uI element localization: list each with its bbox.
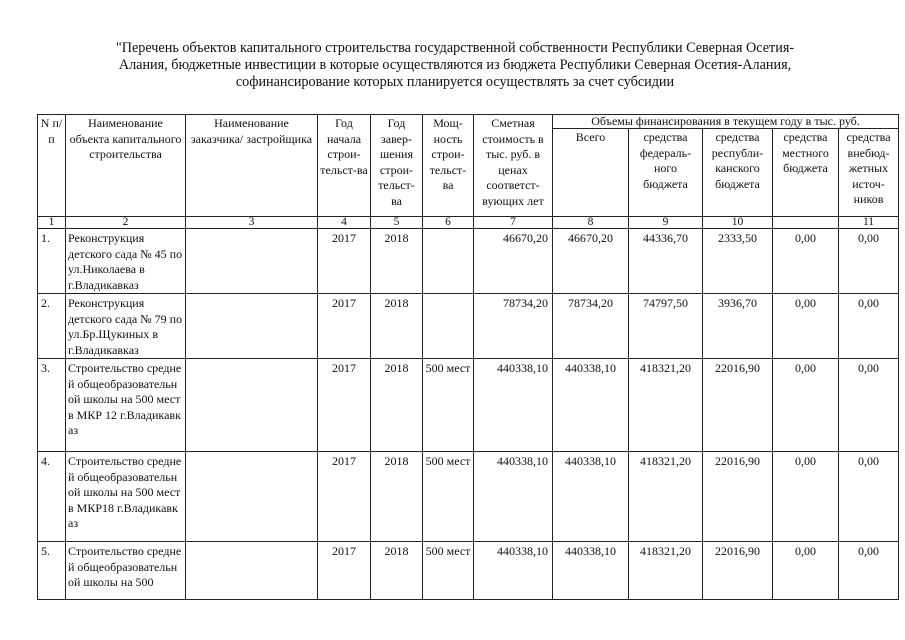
federal-cell: 418321,20 <box>629 542 703 600</box>
column-number: 7 <box>474 217 553 229</box>
republic-cell: 2333,50 <box>703 229 773 294</box>
row-number: 3. <box>38 359 66 452</box>
column-number: 2 <box>66 217 186 229</box>
total-cell: 440338,10 <box>553 452 629 542</box>
republic-cell: 22016,90 <box>703 542 773 600</box>
end-year-cell: 2018 <box>371 294 423 359</box>
republic-cell: 22016,90 <box>703 452 773 542</box>
column-number: 10 <box>703 217 773 229</box>
header-federal: средства федераль-ного бюджета <box>629 129 703 217</box>
column-numbers-row <box>38 217 899 229</box>
header-local: средства местного бюджета <box>773 129 839 217</box>
column-number: 11 <box>839 217 899 229</box>
object-name: Реконструкция детского сада № 45 по ул.Николаева в г.Владикавказ <box>66 229 186 294</box>
capacity-cell: 500 мест <box>423 452 474 542</box>
header-end-year: Год завер-шения строи-тельст-ва <box>371 115 423 217</box>
header-row <box>38 115 899 129</box>
header-num: N п/п <box>38 115 66 217</box>
capacity-cell <box>423 294 474 359</box>
cost-cell: 78734,20 <box>474 294 553 359</box>
republic-cell: 22016,90 <box>703 359 773 452</box>
column-number: 9 <box>629 217 703 229</box>
objects-table <box>37 114 899 600</box>
table-row <box>38 452 899 542</box>
column-number: 1 <box>38 217 66 229</box>
start-year-cell: 2017 <box>318 542 371 600</box>
table-row <box>38 294 899 359</box>
header-cost: Сметная стоимость в тыс. руб. в ценах соответст-вующих лет <box>474 115 553 217</box>
header-object: Наименование объекта капитального строительства <box>66 115 186 217</box>
row-number: 2. <box>38 294 66 359</box>
local-cell: 0,00 <box>773 452 839 542</box>
table-row <box>38 542 899 600</box>
extra-cell: 0,00 <box>839 229 899 294</box>
federal-cell: 418321,20 <box>629 452 703 542</box>
title-line-2: Алания, бюджетные инвестиции в которые осуществляются из бюджета Республики Северная Осетия-Алания, <box>118 57 792 73</box>
total-cell: 46670,20 <box>553 229 629 294</box>
customer-cell <box>186 452 318 542</box>
cost-cell: 440338,10 <box>474 452 553 542</box>
object-name: Реконструкция детского сада № 79 по ул.Бр.Щукиных в г.Владикавказ <box>66 294 186 359</box>
header-customer: Наименование заказчика/ застройщика <box>186 115 318 217</box>
start-year-cell: 2017 <box>318 294 371 359</box>
table-row <box>38 359 899 452</box>
extra-cell: 0,00 <box>839 294 899 359</box>
column-number <box>773 217 839 229</box>
capacity-cell: 500 мест <box>423 359 474 452</box>
header-capacity: Мощ-ность строи-тельст-ва <box>423 115 474 217</box>
local-cell: 0,00 <box>773 359 839 452</box>
local-cell: 0,00 <box>773 229 839 294</box>
start-year-cell: 2017 <box>318 359 371 452</box>
extra-cell: 0,00 <box>839 359 899 452</box>
end-year-cell: 2018 <box>371 542 423 600</box>
document-title <box>30 40 880 91</box>
row-number: 1. <box>38 229 66 294</box>
end-year-cell: 2018 <box>371 359 423 452</box>
object-name: Строительство средней общеобразовательной школы на 500 <box>66 542 186 600</box>
total-cell: 78734,20 <box>553 294 629 359</box>
object-name: Строительство средней общеобразовательной школы на 500 мест в МКР18 г.Владикавказ <box>66 452 186 542</box>
cost-cell: 440338,10 <box>474 542 553 600</box>
federal-cell: 418321,20 <box>629 359 703 452</box>
capacity-cell <box>423 229 474 294</box>
title-line-3: софинансирование которых планируется осуществлять за счет субсидии <box>235 74 675 90</box>
customer-cell <box>186 359 318 452</box>
column-number: 4 <box>318 217 371 229</box>
republic-cell: 3936,70 <box>703 294 773 359</box>
local-cell: 0,00 <box>773 294 839 359</box>
start-year-cell: 2017 <box>318 229 371 294</box>
cost-cell: 440338,10 <box>474 359 553 452</box>
table-row <box>38 229 899 294</box>
customer-cell <box>186 229 318 294</box>
row-number: 4. <box>38 452 66 542</box>
header-financing-group: Объемы финансирования в текущем году в тыс. руб. <box>553 115 899 129</box>
header-total: Всего <box>553 129 629 217</box>
header-republic: средства республи-канского бюджета <box>703 129 773 217</box>
row-number: 5. <box>38 542 66 600</box>
header-extra: средства внебюд-жетных источ-ников <box>839 129 899 217</box>
column-number: 6 <box>423 217 474 229</box>
title-line-1: "Перечень объектов капитального строительства государственной собственности Республики Северная Осетия- <box>115 40 795 56</box>
column-number: 5 <box>371 217 423 229</box>
column-number: 3 <box>186 217 318 229</box>
federal-cell: 44336,70 <box>629 229 703 294</box>
header-start-year: Год начала строи-тельст-ва <box>318 115 371 217</box>
object-name: Строительство средней общеобразовательной школы на 500 мест в МКР 12 г.Владикавказ <box>66 359 186 452</box>
customer-cell <box>186 542 318 600</box>
customer-cell <box>186 294 318 359</box>
extra-cell: 0,00 <box>839 452 899 542</box>
total-cell: 440338,10 <box>553 359 629 452</box>
capacity-cell: 500 мест <box>423 542 474 600</box>
total-cell: 440338,10 <box>553 542 629 600</box>
column-number: 8 <box>553 217 629 229</box>
end-year-cell: 2018 <box>371 452 423 542</box>
start-year-cell: 2017 <box>318 452 371 542</box>
federal-cell: 74797,50 <box>629 294 703 359</box>
local-cell: 0,00 <box>773 542 839 600</box>
extra-cell: 0,00 <box>839 542 899 600</box>
end-year-cell: 2018 <box>371 229 423 294</box>
cost-cell: 46670,20 <box>474 229 553 294</box>
